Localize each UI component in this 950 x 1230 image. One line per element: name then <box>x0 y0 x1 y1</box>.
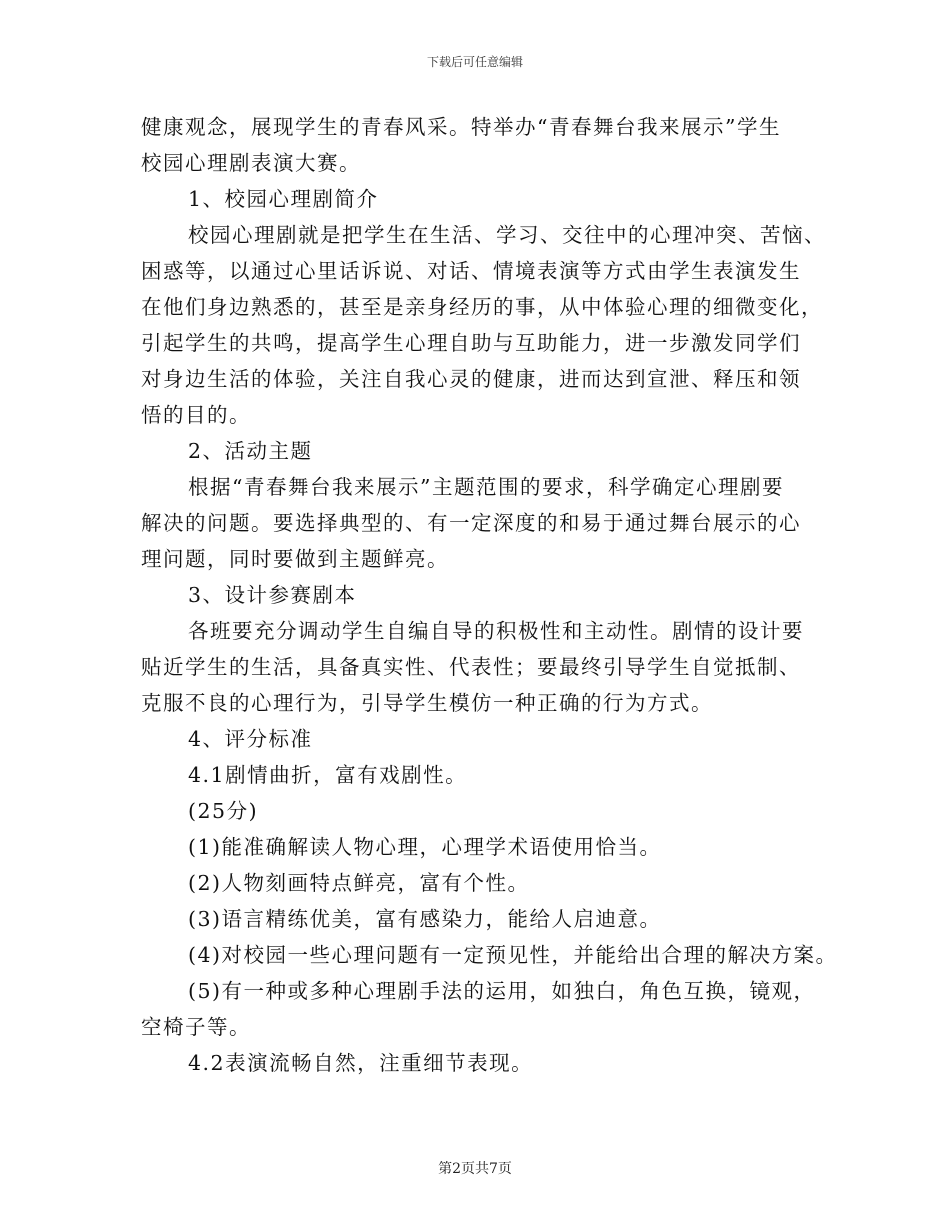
document-body <box>141 109 861 1081</box>
list-item: (4)对校园一些心理问题有一定预见性，并能给出合理的解决方案。 <box>188 943 838 967</box>
list-item: (1)能准确解读人物心理，心理学术语使用恰当。 <box>188 835 662 859</box>
paragraph-line: 校园心理剧就是把学生在生活、学习、交往中的心理冲突、苦恼、 <box>188 223 826 247</box>
subsection-heading: 4.2表演流畅自然，注重细节表现。 <box>188 1051 534 1075</box>
list-item: (5)有一种或多种心理剧手法的运用，如独白，角色互换，镜观， <box>188 979 816 1003</box>
page-header: 下载后可任意编辑 <box>426 55 523 69</box>
section-heading: 2、活动主题 <box>188 439 313 463</box>
paragraph-line: 各班要充分调动学生自编自导的积极性和主动性。剧情的设计要 <box>188 619 804 643</box>
score-note: (25分) <box>188 799 259 823</box>
list-item: (2)人物刻画特点鲜亮，富有个性。 <box>188 871 530 895</box>
paragraph-line: 克服不良的心理行为，引导学生模仿一种正确的行为方式。 <box>141 691 713 715</box>
paragraph-line: 解决的问题。要选择典型的、有一定深度的和易于通过舞台展示的心 <box>141 511 801 535</box>
section-heading: 4、评分标准 <box>188 727 313 751</box>
paragraph-line: 根据“青春舞台我来展示”主题范围的要求，科学确定心理剧要 <box>188 475 784 499</box>
section-heading: 3、设计参赛剧本 <box>188 583 357 607</box>
paragraph-line: 对身边生活的体验，关注自我心灵的健康，进而达到宣泄、释压和领 <box>141 367 801 391</box>
paragraph-line: 悟的目的。 <box>141 403 251 427</box>
list-item-continuation: 空椅子等。 <box>141 1015 251 1039</box>
paragraph-line: 困惑等，以通过心里话诉说、对话、情境表演等方式由学生表演发生 <box>141 259 801 283</box>
section-heading: 1、校园心理剧简介 <box>188 187 379 211</box>
paragraph-line: 校园心理剧表演大赛。 <box>141 151 361 175</box>
paragraph-line: 引起学生的共鸣，提高学生心理自助与互助能力，进一步激发同学们 <box>141 331 801 355</box>
paragraph-line: 健康观念，展现学生的青春风采。特举办“青春舞台我来展示”学生 <box>141 115 781 139</box>
page-footer: 第2页共7页 <box>438 1161 512 1177</box>
subsection-heading: 4.1剧情曲折，富有戏剧性。 <box>188 763 468 787</box>
list-item: (3)语言精练优美，富有感染力，能给人启迪意。 <box>188 907 662 931</box>
paragraph-line: 在他们身边熟悉的，甚至是亲身经历的事，从中体验心理的细微变化， <box>141 295 823 319</box>
paragraph-line: 理问题，同时要做到主题鲜亮。 <box>141 547 449 571</box>
paragraph-line: 贴近学生的生活，具备真实性、代表性；要最终引导学生自觉抵制、 <box>141 655 801 679</box>
